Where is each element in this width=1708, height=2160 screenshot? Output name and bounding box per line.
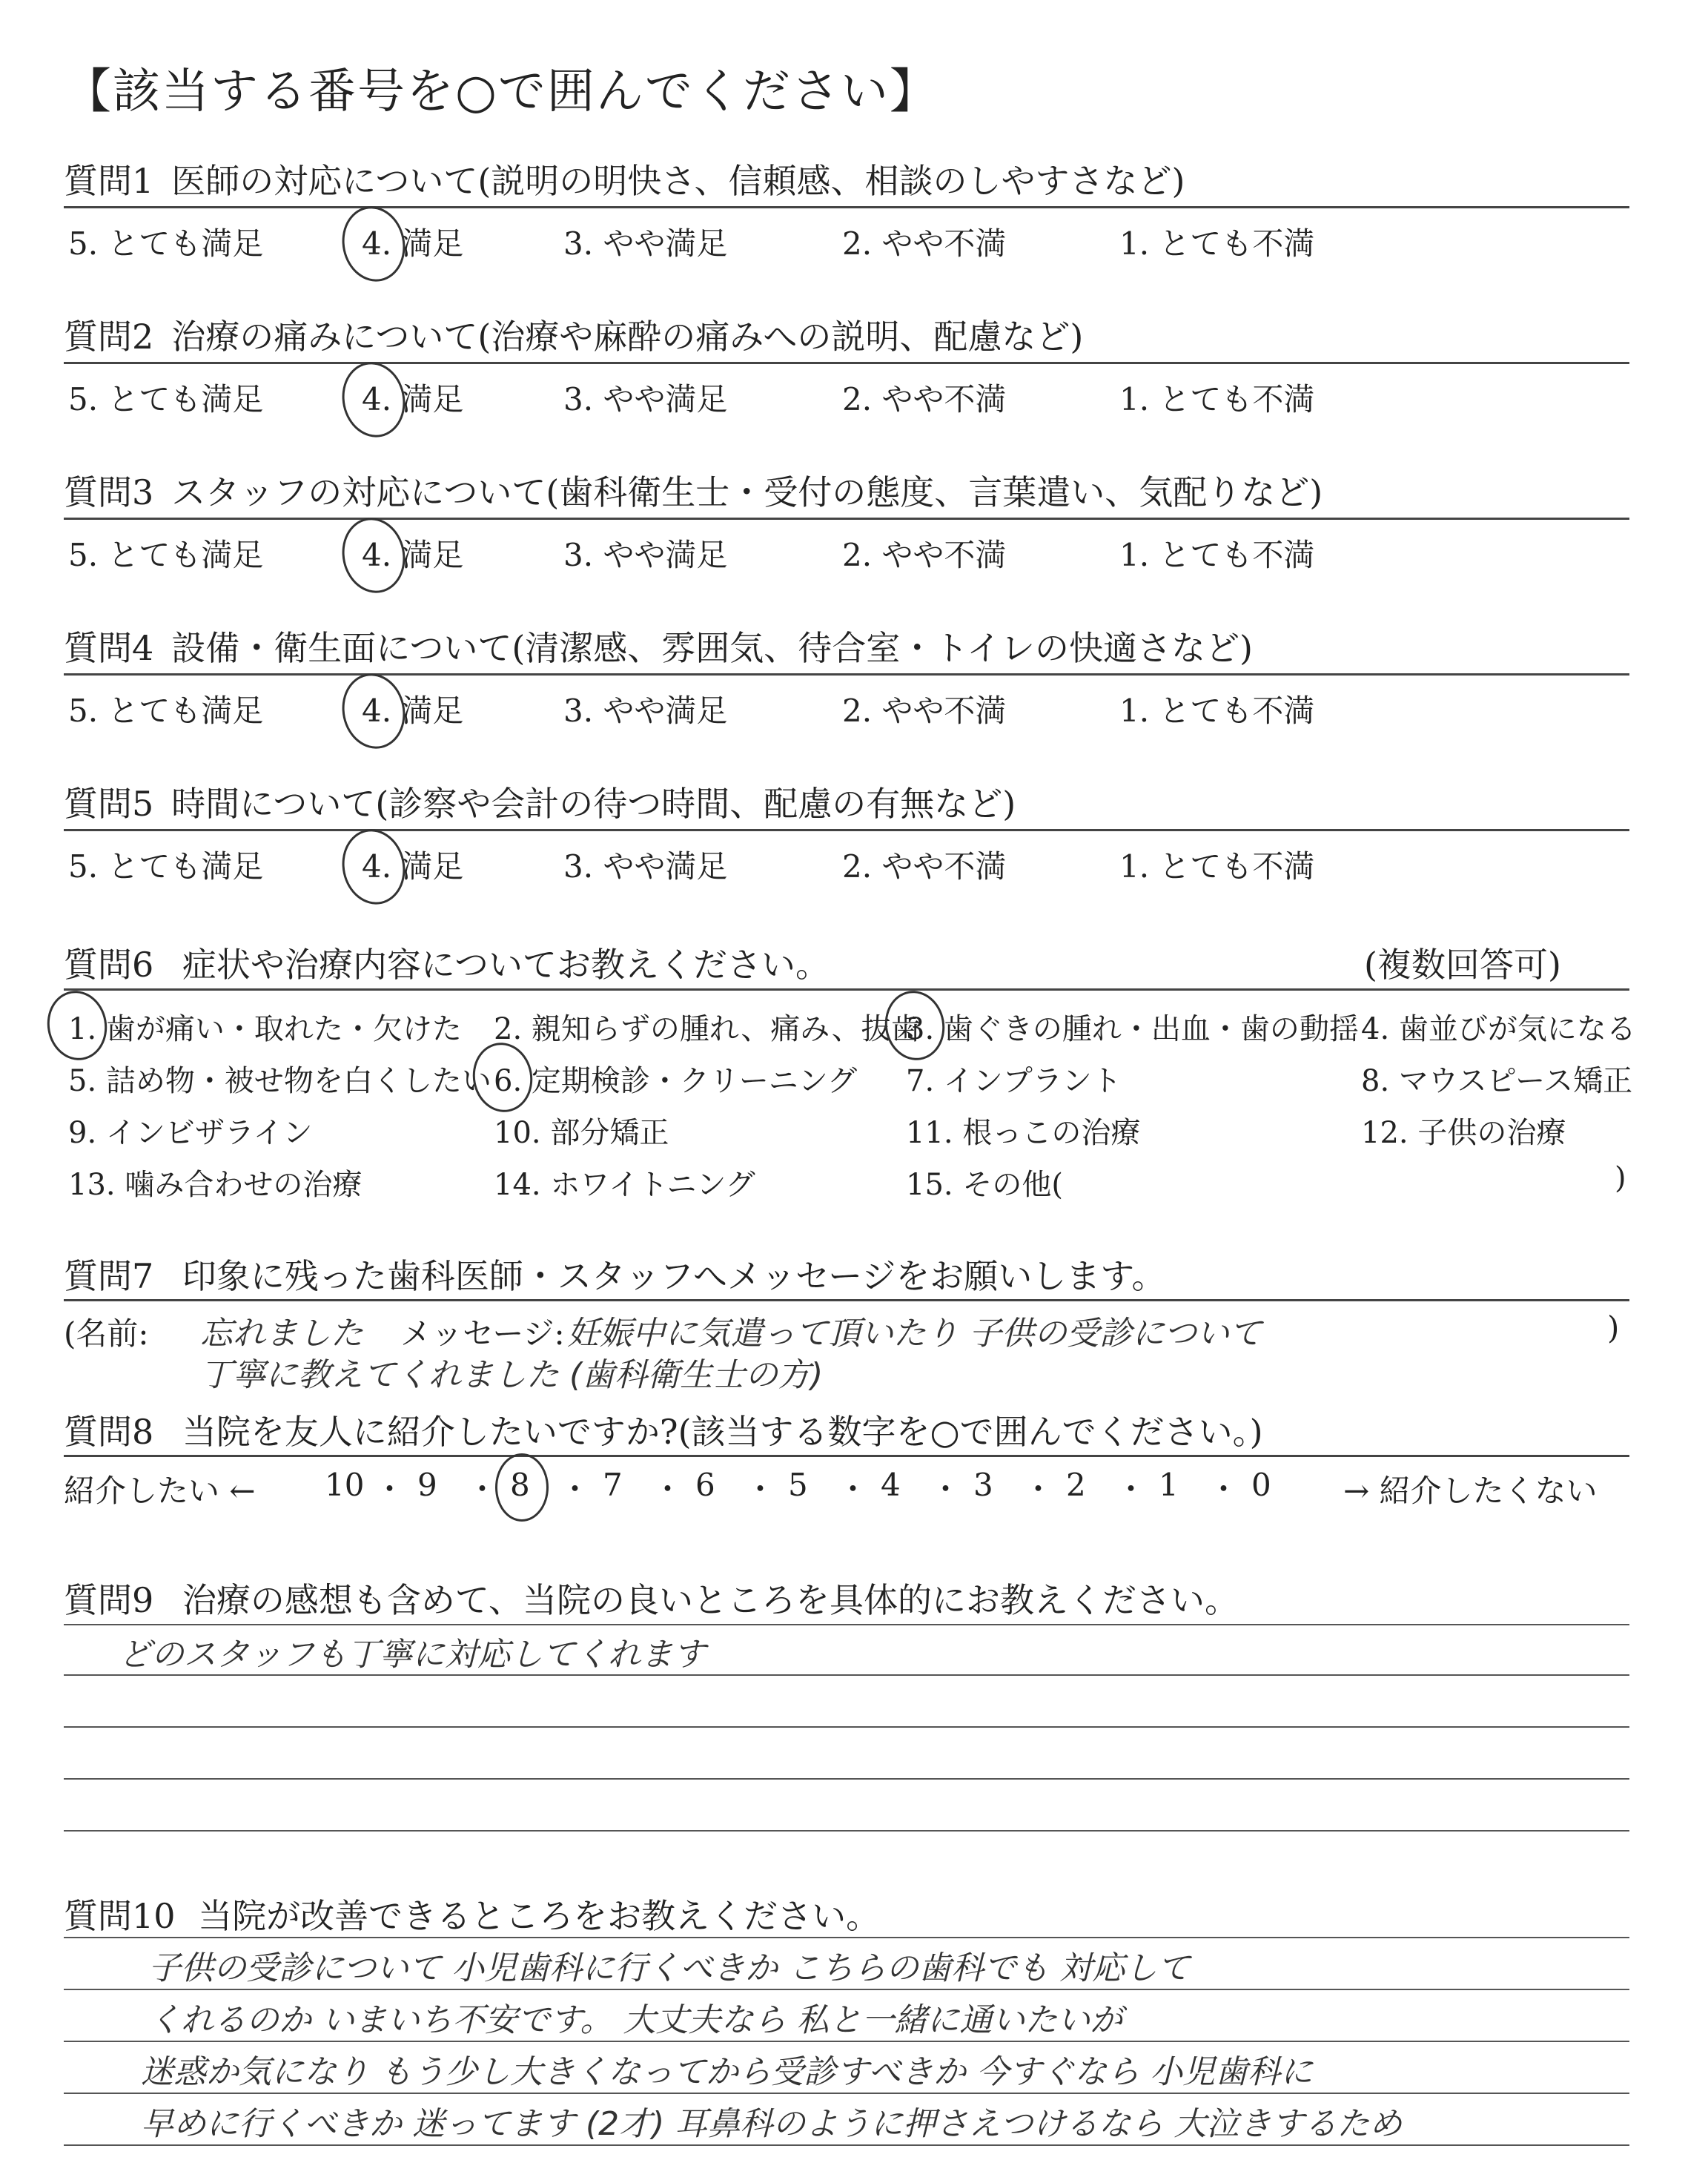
q6-multi-note: (複数回答可) [1364, 945, 1561, 985]
q1-rule [64, 206, 1629, 208]
q3-rule [64, 518, 1629, 520]
q5-text: 時間について(診察や会計の待つ時間、配慮の有無など) [171, 784, 1016, 824]
q3-option-5[interactable]: 5. とても満足 [68, 537, 264, 573]
q4-label: 質問4 [64, 628, 154, 668]
q8-label: 質問8 [64, 1412, 154, 1452]
q2-heading [64, 310, 1083, 359]
q6-option-9[interactable]: 9. インビザライン [68, 1116, 313, 1150]
q8-separator: ・ [374, 1471, 406, 1507]
q10-line-3 [64, 2041, 1629, 2042]
q10-label: 質問10 [64, 1896, 176, 1936]
q2-option-4[interactable]: 4. 満足 [362, 381, 464, 417]
q6-option-8[interactable]: 8. マウスピース矯正 [1361, 1064, 1633, 1098]
q9-line-3 [64, 1726, 1629, 1728]
q4-option-4[interactable]: 4. 満足 [362, 693, 464, 729]
q6-rule [64, 988, 1629, 991]
q10-text: 当院が改善できるところをお教えください。 [198, 1896, 881, 1936]
q8-separator: ・ [837, 1471, 869, 1507]
q6-option-3[interactable]: 3. 歯ぐきの腫れ・出血・歯の動揺 [906, 1012, 1359, 1046]
q8-scale-1[interactable]: 1 [1159, 1467, 1179, 1503]
q3-option-1[interactable]: 1. とても不満 [1119, 537, 1315, 573]
q3-option-4[interactable]: 4. 満足 [362, 537, 464, 573]
q8-right-label: → 紹介したくない [1343, 1473, 1598, 1509]
q6-selected-circle-6 [467, 1038, 537, 1117]
q4-heading [64, 621, 1253, 670]
q3-text: スタッフの対応について(歯科衛生士・受付の態度、言葉遣い、気配りなど) [171, 472, 1323, 512]
q8-separator: ・ [466, 1471, 498, 1507]
q10-line-2 [64, 1989, 1629, 1990]
q6-option-2[interactable]: 2. 親知らずの腫れ、痛み、抜歯 [494, 1012, 921, 1046]
q8-separator: ・ [559, 1471, 591, 1507]
q8-scale-10[interactable]: 10 [325, 1467, 365, 1503]
q7-message-line1[interactable]: 妊娠中に気遣って頂いたり 子供の受診について [567, 1315, 1262, 1353]
q10-line-4 [64, 2093, 1629, 2094]
q5-option-2[interactable]: 2. やや不満 [842, 848, 1007, 885]
q7-message-label: メッセージ: [400, 1315, 565, 1352]
q9-line-5 [64, 1830, 1629, 1832]
q8-scale-6[interactable]: 6 [695, 1467, 715, 1503]
q8-left-label: 紹介したい ← [64, 1473, 256, 1509]
q1-text: 医師の対応について(説明の明快さ、信頼感、相談のしやすさなど) [171, 161, 1185, 201]
q6-option-1[interactable]: 1. 歯が痛い・取れた・欠けた [68, 1012, 462, 1046]
q6-option-15[interactable]: 15. その他( [906, 1168, 1063, 1202]
q7-message-line2[interactable]: 丁寧に教えてくれました (歯科衛生士の方) [200, 1356, 824, 1394]
q2-option-1[interactable]: 1. とても不満 [1119, 381, 1315, 417]
q6-option-12[interactable]: 12. 子供の治療 [1361, 1116, 1566, 1150]
q8-separator: ・ [744, 1471, 776, 1507]
q8-separator: ・ [652, 1471, 683, 1507]
q10-answer-line-3[interactable]: 迷惑か気になり もう少し大きくなってから受診すべきか 今すぐなら 小児歯科に [141, 2053, 1314, 2091]
q9-line-2 [64, 1674, 1629, 1676]
q1-option-4[interactable]: 4. 満足 [362, 225, 464, 262]
q7-name-label: (名前: [64, 1315, 149, 1352]
q6-selected-circle-1 [42, 986, 112, 1065]
q7-heading [64, 1249, 1166, 1298]
q1-option-1[interactable]: 1. とても不満 [1119, 225, 1315, 262]
q2-answer-circle [335, 356, 411, 443]
q6-selected-circle-3 [879, 986, 950, 1065]
q8-scale-5[interactable]: 5 [788, 1467, 808, 1503]
q10-answer-line-4[interactable]: 早めに行くべきか 迷ってます (2才) 耳鼻科のように押さえつけるなら 大泣きするため [141, 2105, 1403, 2143]
q8-scale-0[interactable]: 0 [1251, 1467, 1271, 1503]
q1-answer-circle [335, 200, 411, 287]
q3-label: 質問3 [64, 472, 154, 512]
q8-scale-4[interactable]: 4 [881, 1467, 901, 1503]
q5-label: 質問5 [64, 784, 154, 824]
q4-option-1[interactable]: 1. とても不満 [1119, 693, 1315, 729]
q9-heading [64, 1573, 1239, 1622]
q5-answer-circle [335, 823, 411, 910]
q5-option-5[interactable]: 5. とても満足 [68, 848, 264, 885]
q4-option-3[interactable]: 3. やや満足 [563, 693, 728, 729]
q4-rule [64, 673, 1629, 676]
q6-text: 症状や治療内容についてお教えください。 [182, 945, 830, 985]
q7-name-value[interactable]: 忘れました [200, 1315, 363, 1353]
q8-separator: ・ [1115, 1471, 1147, 1507]
q10-line-1 [64, 1937, 1629, 1938]
q2-option-3[interactable]: 3. やや満足 [563, 381, 728, 417]
q6-option-13[interactable]: 13. 噛み合わせの治療 [68, 1168, 363, 1202]
q8-heading [64, 1405, 1263, 1454]
q2-label: 質問2 [64, 317, 154, 357]
q1-option-3[interactable]: 3. やや満足 [563, 225, 728, 262]
q7-text: 印象に残った歯科医師・スタッフへメッセージをお願いします。 [182, 1256, 1166, 1296]
q3-option-2[interactable]: 2. やや不満 [842, 537, 1007, 573]
q6-option-11[interactable]: 11. 根っこの治療 [906, 1116, 1141, 1150]
q6-option-7[interactable]: 7. インプラント [906, 1064, 1122, 1098]
q4-option-2[interactable]: 2. やや不満 [842, 693, 1007, 729]
q3-option-3[interactable]: 3. やや満足 [563, 537, 728, 573]
q8-separator: ・ [930, 1471, 961, 1507]
q6-option-14[interactable]: 14. ホワイトニング [494, 1168, 755, 1202]
q8-scale-3[interactable]: 3 [973, 1467, 993, 1503]
q8-text: 当院を友人に紹介したいですか?(該当する数字を○で囲んでください。) [182, 1412, 1263, 1452]
q5-heading [64, 777, 1016, 826]
q2-option-5[interactable]: 5. とても満足 [68, 381, 264, 417]
q9-text: 治療の感想も含めて、当院の良いところを具体的にお教えください。 [182, 1580, 1239, 1620]
q5-option-1[interactable]: 1. とても不満 [1119, 848, 1315, 885]
q3-answer-circle [335, 512, 411, 598]
q8-scale-2[interactable]: 2 [1066, 1467, 1086, 1503]
q8-scale-8[interactable]: 8 [510, 1467, 530, 1503]
q2-option-2[interactable]: 2. やや不満 [842, 381, 1007, 417]
q10-line-5 [64, 2144, 1629, 2146]
q1-label: 質問1 [64, 161, 154, 201]
q4-option-5[interactable]: 5. とても満足 [68, 693, 264, 729]
q9-line-1 [64, 1624, 1629, 1625]
q5-option-4[interactable]: 4. 満足 [362, 848, 464, 885]
q6-option-close-paren: ) [1615, 1161, 1626, 1195]
q6-option-10[interactable]: 10. 部分矯正 [494, 1116, 669, 1150]
q8-scale-9[interactable]: 9 [417, 1467, 437, 1503]
q5-rule [64, 829, 1629, 831]
q6-option-6[interactable]: 6. 定期検診・クリーニング [494, 1064, 858, 1098]
q1-heading [64, 154, 1185, 203]
q1-option-2[interactable]: 2. やや不満 [842, 225, 1007, 262]
q8-separator: ・ [1022, 1471, 1054, 1507]
q10-answer-line-2[interactable]: くれるのか いまいち不安です。 大丈夫なら 私と一緒に通いたいが [148, 2001, 1123, 2039]
q6-option-5[interactable]: 5. 詰め物・被せ物を白くしたい [68, 1064, 491, 1098]
q1-option-5[interactable]: 5. とても満足 [68, 225, 264, 262]
q8-selected-circle [495, 1453, 549, 1522]
q4-answer-circle [335, 667, 411, 754]
q6-label: 質問6 [64, 945, 154, 985]
q9-line-4 [64, 1778, 1629, 1780]
q6-heading [64, 938, 830, 987]
q9-answer[interactable]: どのスタッフも丁寧に対応してくれます [119, 1636, 706, 1674]
q8-rule [64, 1455, 1629, 1457]
q7-rule [64, 1299, 1629, 1301]
q10-heading [64, 1889, 880, 1938]
q2-text: 治療の痛みについて(治療や麻酔の痛みへの説明、配慮など) [171, 317, 1084, 357]
q8-scale-7[interactable]: 7 [603, 1467, 623, 1503]
q10-answer-line-1[interactable]: 子供の受診について 小児歯科に行くべきか こちらの歯科でも 対応して [148, 1949, 1191, 1987]
q4-text: 設備・衛生面について(清潔感、雰囲気、待合室・トイレの快適さなど) [171, 628, 1253, 668]
q7-label: 質問7 [64, 1256, 154, 1296]
q3-heading [64, 466, 1323, 515]
q9-label: 質問9 [64, 1580, 154, 1620]
q6-option-4[interactable]: 4. 歯並びが気になる [1361, 1012, 1636, 1046]
page-title: 【該当する番号を○で囲んでください】 [64, 65, 939, 119]
q2-rule [64, 362, 1629, 364]
q5-option-3[interactable]: 3. やや満足 [563, 848, 728, 885]
q7-close-paren: ) [1607, 1309, 1620, 1346]
q8-separator: ・ [1208, 1471, 1239, 1507]
